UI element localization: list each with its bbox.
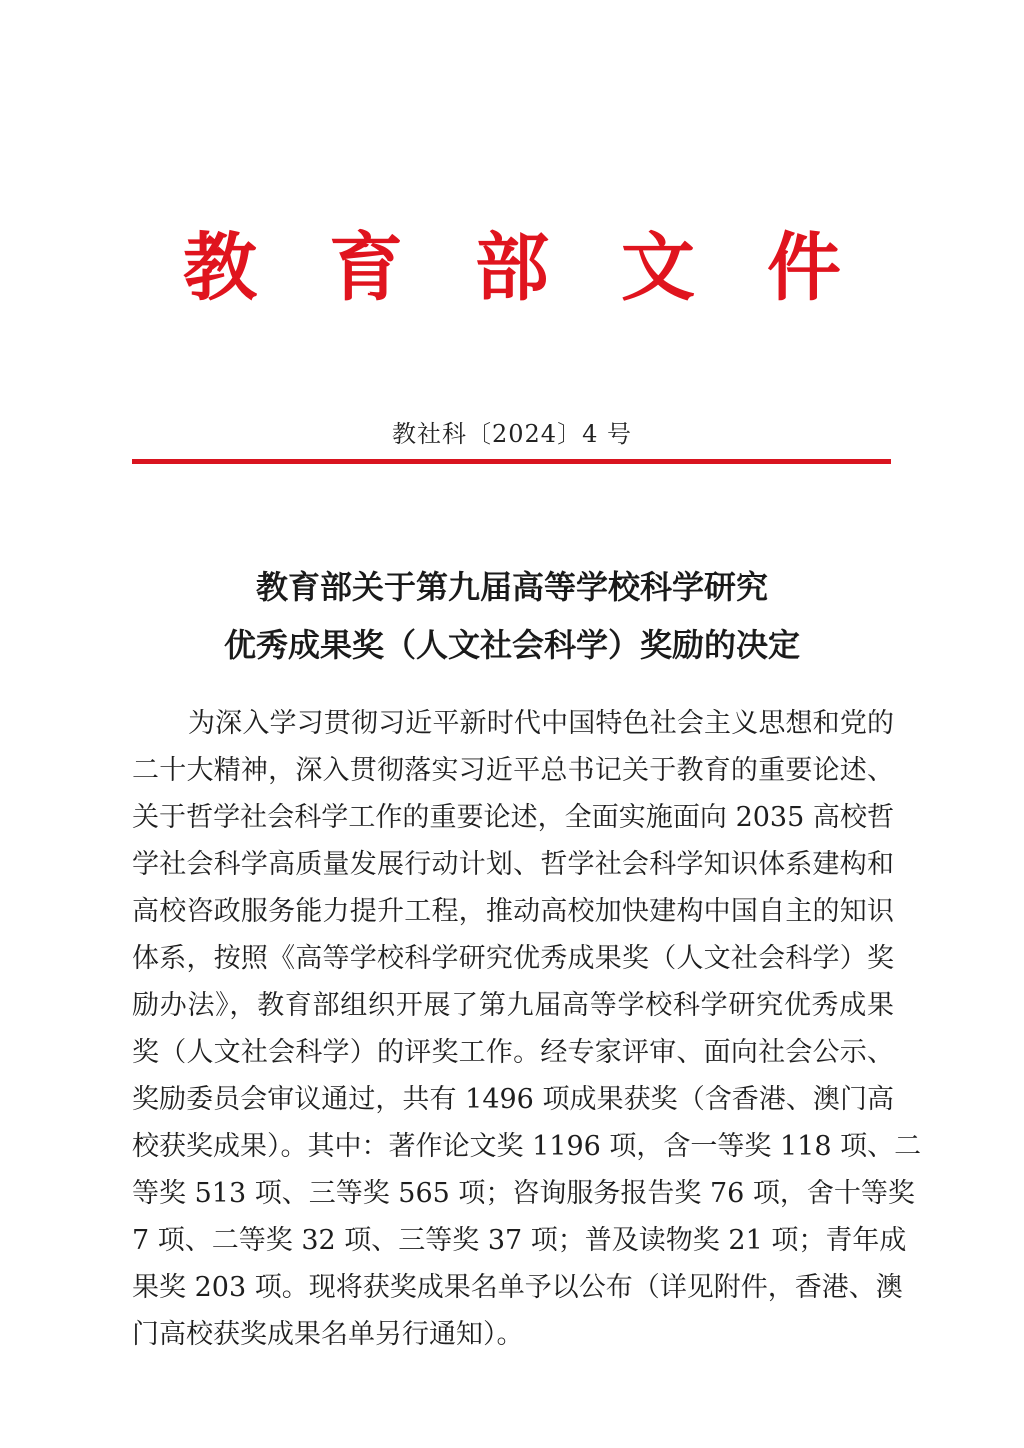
title-line: 教育部关于第九届高等学校科学研究 xyxy=(255,568,768,606)
body-line: 校获奖成果）。其中：著作论文奖 1196 项，含一等奖 118 项、二 xyxy=(132,1131,922,1162)
body-paragraph xyxy=(132,700,922,1358)
body-line: 体系，按照《高等学校科学研究优秀成果奖（人文社会科学）奖 xyxy=(132,943,894,974)
document-title xyxy=(0,558,1024,674)
body-line: 高校咨政服务能力提升工程，推动高校加快建构中国自主的知识 xyxy=(132,896,894,927)
body-line: 学社会科学高质量发展行动计划、哲学社会科学知识体系建构和 xyxy=(132,849,894,880)
body-line: 二十大精神，深入贯彻落实习近平总书记关于教育的重要论述、 xyxy=(132,755,894,786)
masthead-char: 部 xyxy=(475,225,549,311)
body-line: 励办法》，教育部组织开展了第九届高等学校科学研究优秀成果 xyxy=(132,990,894,1021)
body-line: 7 项、二等奖 32 项、三等奖 37 项；普及读物奖 21 项；青年成 xyxy=(132,1225,907,1256)
title-line: 优秀成果奖（人文社会科学）奖励的决定 xyxy=(223,626,800,664)
masthead-char: 教 xyxy=(183,225,257,311)
body-line: 门高校获奖成果名单另行通知）。 xyxy=(132,1319,524,1350)
body-line: 奖励委员会审议通过，共有 1496 项成果获奖（含香港、澳门高 xyxy=(132,1084,894,1115)
body-line: 关于哲学社会科学工作的重要论述，全面实施面向 2035 高校哲 xyxy=(132,802,894,833)
masthead-title xyxy=(180,218,844,318)
masthead-char: 件 xyxy=(767,225,841,311)
masthead-char: 育 xyxy=(329,225,403,311)
masthead-char: 文 xyxy=(621,225,695,311)
body-line: 奖（人文社会科学）的评奖工作。经专家评审、面向社会公示、 xyxy=(132,1037,894,1068)
document-number: 教社科〔2024〕4 号 xyxy=(392,420,632,448)
body-line: 为深入学习贯彻习近平新时代中国特色社会主义思想和党的 xyxy=(188,708,894,739)
body-line: 等奖 513 项、三等奖 565 项；咨询服务报告奖 76 项，舍十等奖 xyxy=(132,1178,915,1209)
red-divider-line xyxy=(132,459,891,464)
body-line: 果奖 203 项。现将获奖成果名单予以公布（详见附件，香港、澳 xyxy=(132,1272,903,1303)
